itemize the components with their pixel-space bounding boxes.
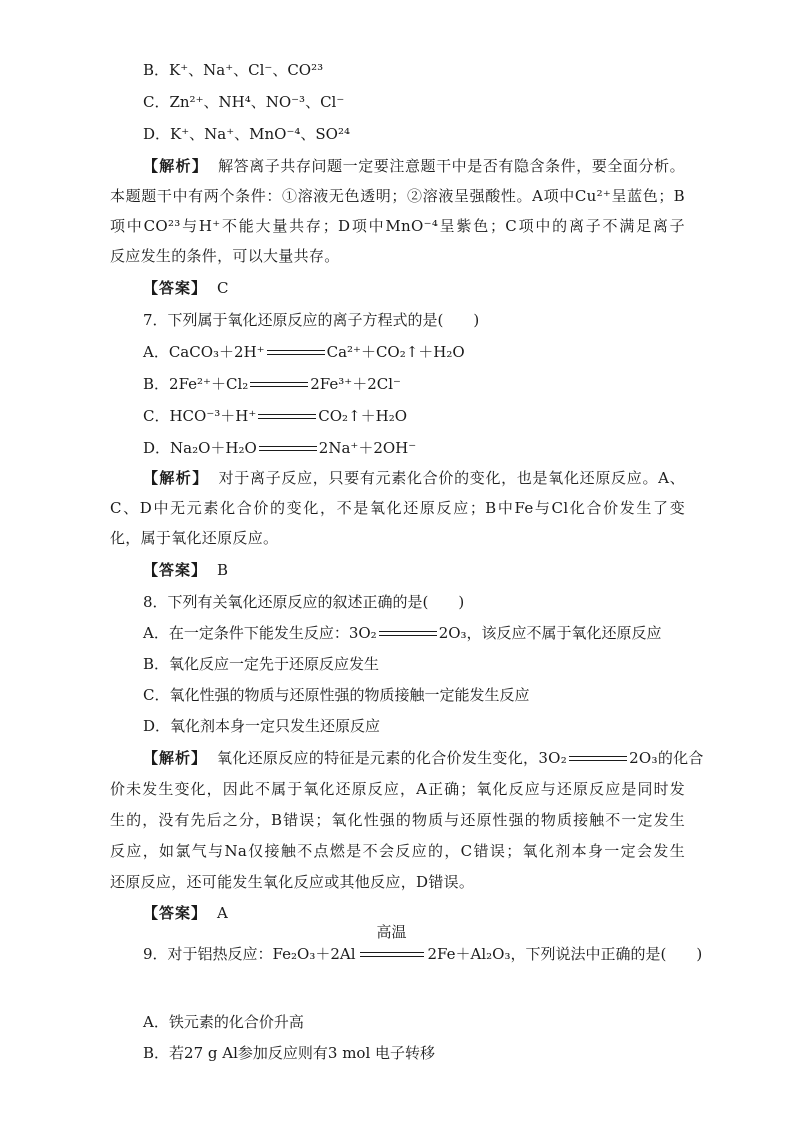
answer-label: 【答案】 (143, 904, 208, 922)
answer-value: B (217, 561, 229, 579)
q6-option-b: B．K⁺、Na⁺、Cl⁻、CO²³ (143, 61, 324, 79)
q8-analysis-line: 价未发生变化，因此不属于氧化还原反应，A正确；氧化反应与还原反应是同时发 (110, 780, 685, 798)
q6-analysis-line: 项中CO²³与H⁺不能大量共存；D项中MnO⁻⁴呈紫色；C项中的离子不满足离子 (110, 217, 685, 235)
q7-option-d: D．Na₂O＋H₂O 2Na⁺＋2OH⁻ (143, 439, 417, 457)
answer-value: C (217, 279, 229, 297)
q7-analysis-line: 【解析】 对于离子反应，只要有元素化合价的变化，也是氧化还原反应。A、 (143, 469, 685, 487)
q7-option-b: B．2Fe²⁺＋Cl₂ 2Fe³⁺＋2Cl⁻ (143, 375, 401, 393)
q8-option-c: C．氧化性强的物质与还原性强的物质接触一定能发生反应 (143, 686, 530, 704)
q9-option-a: A．铁元素的化合价升高 (143, 1013, 304, 1031)
q8-stem: 8．下列有关氧化还原反应的叙述正确的是( ) (143, 593, 465, 611)
q8-option-a: A．在一定条件下能发生反应：3O₂ 2O₃，该反应不属于氧化还原反应 (143, 624, 662, 642)
q6-option-c: C．Zn²⁺、NH⁴、NO⁻³、Cl⁻ (143, 93, 345, 111)
q8-answer (143, 903, 228, 923)
q8-analysis-line: 生的，没有先后之分，B错误；氧化性强的物质与还原性强的物质接触不一定发生 (110, 811, 685, 829)
q8-option-b: B．氧化反应一定先于还原反应发生 (143, 655, 380, 673)
answer-label: 【答案】 (143, 279, 208, 297)
equals-sign-icon (379, 623, 437, 643)
q8-analysis-line: 反应，如氯气与Na仅接触不点燃是不会反应的，C错误；氧化剂本身一定会发生 (110, 842, 685, 860)
q8-option-d: D．氧化剂本身一定只发生还原反应 (143, 717, 381, 735)
q7-option-c: C．HCO⁻³＋H⁺ CO₂↑＋H₂O (143, 407, 408, 425)
analysis-label: 【解析】 (143, 469, 209, 487)
answer-value: A (217, 904, 228, 922)
q9-stem: 9．对于铝热反应：Fe₂O₃＋2Al 高温 2Fe＋Al₂O₃，下列说法中正确的是( ) (143, 923, 703, 963)
q6-answer (143, 278, 229, 298)
reaction-condition-arrow (360, 923, 424, 964)
q8-analysis-line: 还原反应，还可能发生氧化反应或其他反应，D错误。 (110, 873, 475, 891)
equals-sign-icon (250, 374, 308, 394)
equals-sign-icon (569, 748, 627, 768)
q7-analysis-line: 化，属于氧化还原反应。 (110, 529, 279, 547)
q9-option-b: B．若27 g Al参加反应则有3 mol 电子转移 (143, 1044, 436, 1062)
answer-label: 【答案】 (143, 561, 208, 579)
reaction-condition-label: 高温 (376, 923, 407, 941)
q6-option-d: D．K⁺、Na⁺、MnO⁻⁴、SO²⁴ (143, 125, 350, 143)
q7-answer (143, 560, 228, 580)
equals-sign-icon (258, 406, 316, 426)
q8-analysis-line: 【解析】 氧化还原反应的特征是元素的化合价发生变化，3O₂ 2O₃的化合 (143, 749, 704, 767)
analysis-label: 【解析】 (143, 749, 208, 767)
equals-sign-icon (259, 438, 317, 458)
q7-analysis-line: C、D中无元素化合价的变化，不是氧化还原反应；B中Fe与Cl化合价发生了变 (110, 499, 685, 517)
q7-stem: 7．下列属于氧化还原反应的离子方程式的是( ) (143, 311, 480, 329)
q6-analysis-line: 本题题干中有两个条件：①溶液无色透明；②溶液呈强酸性。A项中Cu²⁺呈蓝色；B (110, 187, 685, 205)
equals-sign-icon (267, 342, 325, 362)
q6-analysis-line: 【解析】 解答离子共存问题一定要注意题干中是否有隐含条件，要全面分析。 (143, 157, 685, 175)
analysis-label: 【解析】 (143, 157, 209, 175)
q7-option-a: A．CaCO₃＋2H⁺ Ca²⁺＋CO₂↑＋H₂O (143, 343, 465, 361)
q6-analysis-line: 反应发生的条件，可以大量共存。 (110, 247, 340, 265)
